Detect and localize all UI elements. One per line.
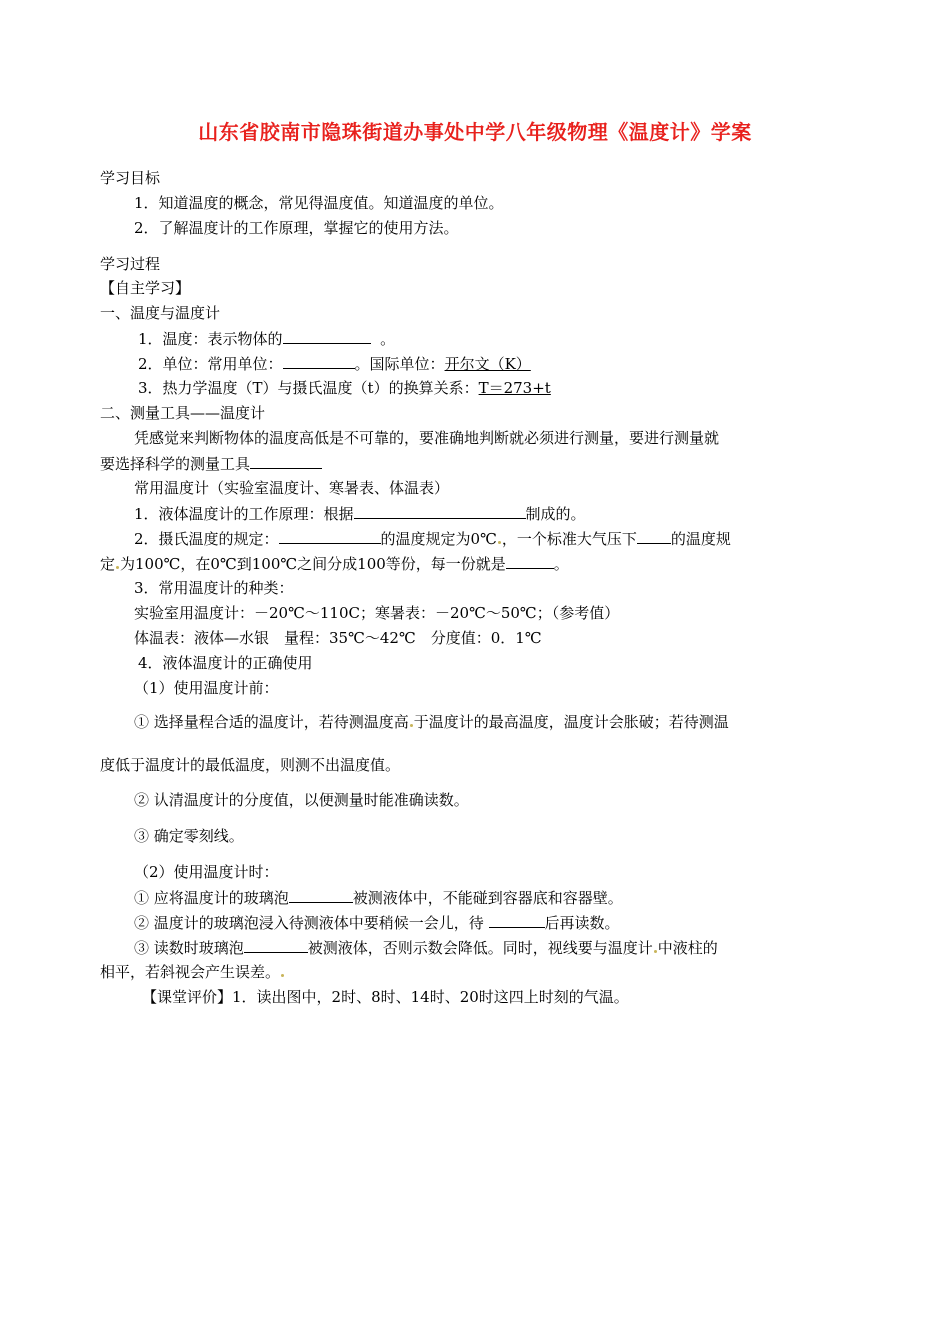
sec1-line-2 [138,353,531,374]
during-step-2-text: ② 温度计的玻璃泡浸入待测液体中要稍候一会儿，待 [134,914,489,932]
sec1-line-2-text: 2．单位：常用单位： [138,355,283,373]
sec2-item-2b-end: 。 [553,555,569,573]
answer-blank[interactable] [489,912,545,928]
during-step-1-text: ① 应将温度计的玻璃泡 [134,889,289,907]
si-unit-value: 开尔文（K） [444,355,531,373]
lab-thermometer-range: 实验室用温度计：－20℃～110C；寒暑表：－20℃～50℃；（参考值） [134,604,620,622]
during-step-2 [134,912,620,933]
during-step-3-end: 中液柱的 [657,939,718,957]
during-step-3 [134,937,718,958]
sec2-para-1b [100,453,322,474]
goal-item-1: 1．知道温度的概念，常见得温度值。知道温度的单位。 [134,194,504,212]
during-step-3-mid: 被测液体，否则示数会降低。同时，视线要与温度计 [307,939,653,957]
answer-blank[interactable] [637,528,671,544]
answer-blank[interactable] [289,887,353,903]
answer-blank[interactable] [506,553,554,569]
sec2-item-2b-start: 定 [100,555,116,573]
sec1-line-1-end: 。 [380,330,396,348]
goals-heading: 学习目标 [100,169,161,187]
during-use-heading: （2）使用温度计时： [134,863,279,881]
self-study-heading: 【自主学习】 [100,279,191,297]
mark-dot [654,950,657,953]
mark-dot [281,974,284,977]
sec1-line-1-text: 1．温度：表示物体的 [138,330,283,348]
sec2-item-1-end: 制成的。 [525,505,586,523]
sec2-item-2-mid2: ，一个标准大气压下 [501,530,637,548]
before-step-3: ③ 确定零刻线。 [134,827,244,845]
during-step-2-end: 后再读数。 [544,914,620,932]
sec2-item-1-text: 1．液体温度计的工作原理：根据 [134,505,354,523]
sec2-item-2-end: 的温度规 [670,530,731,548]
answer-blank[interactable] [244,937,308,953]
sec2-item-2b [100,553,569,574]
before-step-1a-text: ① 选择量程合适的温度计，若待测温度高 [134,713,409,731]
common-thermometers: 常用温度计（实验室温度计、寒暑表、体温表） [134,479,450,497]
before-use-heading: （1）使用温度计前： [134,679,279,697]
during-step-1-end: 被测液体中，不能碰到容器底和容器壁。 [352,889,623,907]
conversion-formula: T＝273+t [478,379,551,397]
during-step-1 [134,887,623,908]
sec1-line-1 [138,328,395,349]
answer-blank[interactable] [354,503,526,519]
sec2-item-1 [134,503,586,524]
class-evaluation: 【课堂评价】1．读出图中，2时、8时、14时、20时这四上时刻的气温。 [142,988,629,1006]
mark-dot [410,724,413,727]
sec2-para-1b-text: 要选择科学的测量工具 [100,455,251,473]
sec2-item-3: 3．常用温度计的种类： [134,579,294,597]
sec2-item-2-text: 2．摄氏温度的规定： [134,530,279,548]
before-step-1a-rest: 于温度计的最高温度，温度计会胀破；若待测温 [413,713,729,731]
section-2-heading: 二、测量工具——温度计 [100,404,266,422]
during-step-3-text: ③ 读数时玻璃泡 [134,939,244,957]
before-step-2: ② 认清温度计的分度值，以便测量时能准确读数。 [134,791,469,809]
goal-item-2: 2．了解温度计的工作原理，掌握它的使用方法。 [134,219,459,237]
during-step-3b [100,962,285,982]
before-step-1a [134,712,729,732]
sec2-item-2-mid1: 的温度规定为0℃ [380,530,497,548]
sec1-line-3 [138,378,551,398]
sec2-item-4: 4．液体温度计的正确使用 [138,654,313,672]
document-title: 山东省胶南市隐珠街道办事处中学八年级物理《温度计》学案 [198,120,752,144]
clinical-thermometer-range: 体温表：液体—水银 量程：35℃～42℃ 分度值：0．1℃ [134,629,542,647]
mark-dot [116,566,119,569]
answer-blank[interactable] [283,328,371,344]
answer-blank[interactable] [283,353,355,369]
answer-blank[interactable] [279,528,381,544]
process-heading: 学习过程 [100,255,161,273]
before-step-1b: 度低于温度计的最低温度，则测不出温度值。 [100,756,401,774]
sec2-item-2b-text: 为100℃，在0℃到100℃之间分成100等份，每一份就是 [120,555,506,573]
mark-dot [498,541,501,544]
sec1-line-3-text: 3．热力学温度（T）与摄氏温度（t）的换算关系： [138,379,479,397]
during-step-3b-text: 相平，若斜视会产生误差。 [100,963,281,981]
answer-blank[interactable] [250,453,322,469]
section-1-heading: 一、温度与温度计 [100,304,221,322]
sec2-para-1a: 凭感觉来判断物体的温度高低是不可靠的，要准确地判断就必须进行测量，要进行测量就 [134,429,720,447]
sec2-item-2 [134,528,731,549]
sec1-line-2-mid: 。国际单位： [354,355,445,373]
